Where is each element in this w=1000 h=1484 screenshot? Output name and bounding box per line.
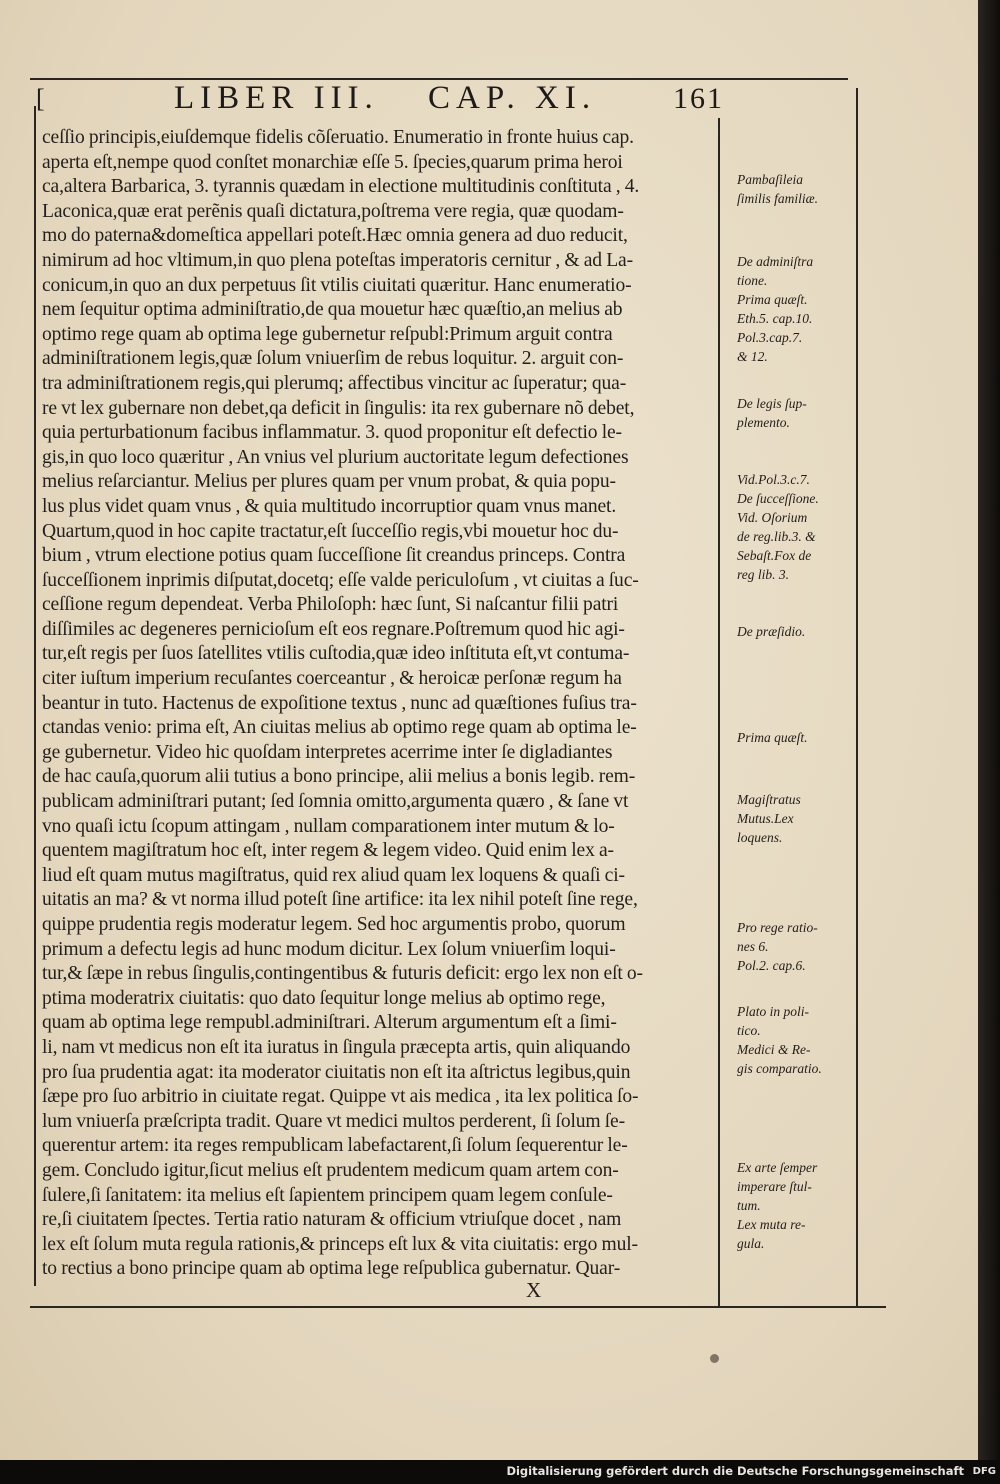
text-line: conicum,in quo an dux perpetuus ſit vtilis ciuitati quæritur. Hanc enumeratio- <box>42 274 632 296</box>
marginal-note-line: Medici & Re- <box>737 1042 811 1057</box>
text-line: lus plus videt quam vnus , & quia multitudo incorruptior quam vnus manet. <box>42 495 617 517</box>
footer-credit: Digitalisierung gefördert durch die Deutsche Forschungsgemeinschaft <box>506 1464 964 1478</box>
ink-spot <box>710 1354 719 1363</box>
text-line: mo do paterna&domeſtica appellari poteſt.Hæc omnia genera ad duo reducit, <box>42 225 628 247</box>
text-line: quia perturbationum facibus inflammatur. 3. quod proponitur eſt defectio le- <box>42 422 622 444</box>
text-line: ceſſione regum dependeat. Verba Philoſoph: hæc ſunt, Si naſcantur filii patri <box>42 594 619 616</box>
text-line: nem ſequitur optima adminiſtratio,de qua mouetur hæc quæſtio,an melius ab <box>42 299 623 321</box>
marginal-note-line: tico. <box>737 1023 761 1038</box>
text-line: ceſſio principis,eiuſdemque fidelis cõſeruatio. Enumeratio in fronte huius cap. <box>42 127 634 148</box>
left-frame-rule <box>34 106 36 1286</box>
text-line: quippe prudentia regis moderatur legem. Sed hoc argumentis probo, quorum <box>42 914 626 935</box>
text-line: vno quaſi ictu ſcopum attingam , nullam comparationem inter mutum & lo- <box>42 815 615 837</box>
marginal-note-line: reg lib. 3. <box>737 567 789 582</box>
text-line: beantur in tuto. Hactenus de expoſitione textus , nunc ad quæſtiones fuſius tra- <box>42 692 637 714</box>
marginal-note-line: nes 6. <box>737 939 769 954</box>
text-line: ptima moderatrix ciuitatis: quo dato ſequitur longe melius ab optimo rege, <box>42 987 606 1009</box>
text-line: gem. Concludo igitur,ſicut melius eſt prudentem medicum quam artem con- <box>42 1159 619 1181</box>
marginal-note-line: de reg.lib.3. & <box>737 529 816 544</box>
text-line: tra adminiſtrationem regis,qui plerumq; affectibus vincitur ac ſuperatur; qua- <box>42 372 627 394</box>
marginal-note-line: tum. <box>737 1198 761 1213</box>
text-line: bium , vtrum electione potius quam ſucceſſione ſit creandus princeps. Contra <box>42 545 626 567</box>
text-line: tur,& ſæpe in rebus ſingulis,contingentibus & futuris deficit: ergo lex non eſt o- <box>42 963 643 985</box>
text-line: gis,in quo loco quæritur , An vnius vel plurium auctoritate legum defectiones <box>42 446 629 468</box>
text-line: diſſimiles ac degeneres pernicioſum eſt eos regnare.Poſtremum quod hic agi- <box>42 618 625 640</box>
footer-rule <box>30 1306 886 1308</box>
marginal-note-line: Sebaſt.Fox de <box>737 548 812 563</box>
marginal-note <box>737 790 855 847</box>
text-line: nimirum ad hoc vltimum,in quo plena poteſtas imperatoris cernitur , & ad La- <box>42 249 633 271</box>
right-frame-rule <box>856 88 858 1306</box>
marginal-note-line: plemento. <box>737 415 790 430</box>
text-line: re,ſi ciuitatem ſpectes. Tertia ratio naturam & officium vtriuſque docet , nam <box>42 1209 622 1231</box>
text-line: quam ab optima lege rempubl.adminiſtrari. Alterum argumentum eſt a ſimi- <box>42 1012 617 1034</box>
marginal-note-line: Pol.3.cap.7. <box>737 330 803 345</box>
page-edge-shadow <box>978 0 1000 1460</box>
marginal-note <box>737 1002 855 1078</box>
text-line: li, nam vt medicus non eſt ita iuratus in ſingula præcepta artis, quin aliquando <box>42 1036 631 1058</box>
text-line: querentur artem: ita reges rempublicam labefactarent,ſi ſolum ſequerentur le- <box>42 1135 628 1157</box>
text-line: ctandas venio: prima eſt, An ciuitas melius ab optimo rege quam ab optima le- <box>42 717 637 739</box>
marginal-note-line: Vid. Oſorium <box>737 510 808 525</box>
text-line: lex eſt ſolum muta regula rationis,& princeps eſt lux & vita ciuitatis: ergo mul- <box>42 1233 638 1255</box>
text-line: uitatis an ma? & vt norma illud poteſt ſine artifice: ita lex nihil poteſt ſine rege, <box>42 889 638 911</box>
text-line: tur,eſt regis per ſuos ſatellites vtilis cuſtodia,quæ ideo inſtituta eſt,vt contuma- <box>42 643 630 665</box>
main-text-block <box>42 126 712 1282</box>
marginal-note-line: gis comparatio. <box>737 1061 822 1076</box>
text-line: primum a defectu legis ad hunc modum dicitur. Lex ſolum vniuerſim loqui- <box>42 938 616 960</box>
marginal-note-line: Prima quæſt. <box>737 730 808 745</box>
marginal-note-line: Magiſtratus <box>737 792 801 807</box>
text-line: re vt lex gubernare non debet,qa deficit in ſingulis: ita rex gubernare nõ debet, <box>42 397 635 419</box>
text-line: melius reſarciantur. Melius per plures quam per vnum probat, & quia popu- <box>42 471 616 493</box>
marginal-note <box>737 622 855 641</box>
text-line: ge gubernetur. Video hic quoſdam interpretes acerrime inter ſe digladiantes <box>42 741 613 763</box>
chapter-number: CAP. XI. <box>428 80 597 116</box>
text-line: ſæpe pro ſuo arbitrio in ciuitate regat. Quippe vt ais medica , ita lex politica ſo- <box>42 1086 639 1108</box>
catchword: X <box>526 1278 542 1302</box>
marginal-note <box>737 918 855 975</box>
text-line: Laconica,quæ erat perẽnis quaſi dictatura,poſtrema vere regia, quæ quodam- <box>42 200 624 222</box>
text-line: lum vniuerſa præſcripta tradit. Quare vt medici multos perderent, ſi ſolum ſe- <box>42 1110 625 1132</box>
marginal-note-line: De ſucceſſione. <box>737 491 819 506</box>
marginal-note-line: Ex arte ſemper <box>737 1160 818 1175</box>
text-line: publicam adminiſtrari putant; ſed ſomnia omitto,argumenta quæro , & ſane vt <box>42 791 629 813</box>
text-line: ſucceſſionem inprimis diſputat,docetq; eſſe valde periculoſum , vt ciuitas a ſuc- <box>42 569 639 591</box>
marginal-note <box>737 252 855 366</box>
marginal-note-line: De adminiſtra <box>737 254 814 269</box>
text-line: ſulere,ſi ſanitatem: ita melius eſt ſapientem principem quam legem conſule- <box>42 1184 613 1206</box>
marginal-note-line: Mutus.Lex <box>737 811 794 826</box>
marginal-note-line: ſimilis familiæ. <box>737 191 819 206</box>
marginal-note-line: Pol.2. cap.6. <box>737 958 806 973</box>
marginal-note-line: imperare ſtul- <box>737 1179 812 1194</box>
text-line: liud eſt quam mutus magiſtratus, quid rex aliud quam lex loquens & quaſi ci- <box>42 864 625 886</box>
page-number: 161 <box>673 82 724 115</box>
marginal-note-line: & 12. <box>737 349 768 364</box>
marginal-note <box>737 1158 855 1253</box>
marginal-note-line: Pambaſileia <box>737 172 803 187</box>
text-line: de hac cauſa,quorum alii tutius a bono principe, alii melius a bonis legib. rem- <box>42 766 636 788</box>
marginal-note-line: loquens. <box>737 830 783 845</box>
marginal-note-line: De legis ſup- <box>737 396 807 411</box>
marginal-note-line: Plato in poli- <box>737 1004 809 1019</box>
running-head <box>36 80 836 120</box>
marginal-note <box>737 394 855 432</box>
text-line: pro ſua prudentia agat: ita moderator ciuitatis non eſt ita aſtrictus legibus,quin <box>42 1061 631 1083</box>
book-number: LIBER III. <box>174 80 379 116</box>
marginal-note-line: Eth.5. cap.10. <box>737 311 813 326</box>
text-line: optimo rege quam ab optima lege gubernetur reſpubl:Primum arguit contra <box>42 323 613 345</box>
text-line: adminiſtrationem legis,quæ ſolum vniuerſim de rebus loquitur. 2. arguit con- <box>42 348 624 370</box>
marginal-note <box>737 170 855 208</box>
text-line: ca,altera Barbarica, 3. tyrannis quædam in electione multitudinis conſtituta , 4. <box>42 176 640 198</box>
marginal-note-line: Lex muta re- <box>737 1217 806 1232</box>
text-line: to rectius a bono principe quam ab optima lege reſpublica gubernatur. Quar- <box>42 1258 621 1280</box>
text-line: aperta eſt,nempe quod conſtet monarchiæ eſſe 5. ſpecies,quarum prima heroi <box>42 151 623 173</box>
text-line: Quartum,quod in hoc capite tractatur,eſt ſucceſſio regis,vbi mouetur hoc du- <box>42 520 619 542</box>
text-line: quentem magiſtratum hoc eſt, inter regem & legem video. Quid enim lex a- <box>42 840 614 862</box>
marginal-note <box>737 728 855 747</box>
marginal-note <box>737 470 855 584</box>
marginal-note-line: Vid.Pol.3.c.7. <box>737 472 810 487</box>
marginal-note-line: gula. <box>737 1236 765 1251</box>
text-line: citer iuſtum imperium recuſantes coerceantur , & heroicæ perſonæ regum ha <box>42 668 622 690</box>
marginal-note-line: tione. <box>737 273 768 288</box>
header-left-mark: [ <box>36 84 45 113</box>
margin-divider-rule <box>718 118 720 1306</box>
marginal-note-line: Prima quæſt. <box>737 292 808 307</box>
dfg-logo-icon: DFG <box>972 1466 996 1477</box>
marginal-note-line: Pro rege ratio- <box>737 920 818 935</box>
digitization-footer <box>0 1460 1000 1484</box>
marginal-note-line: De præſidio. <box>737 624 806 639</box>
